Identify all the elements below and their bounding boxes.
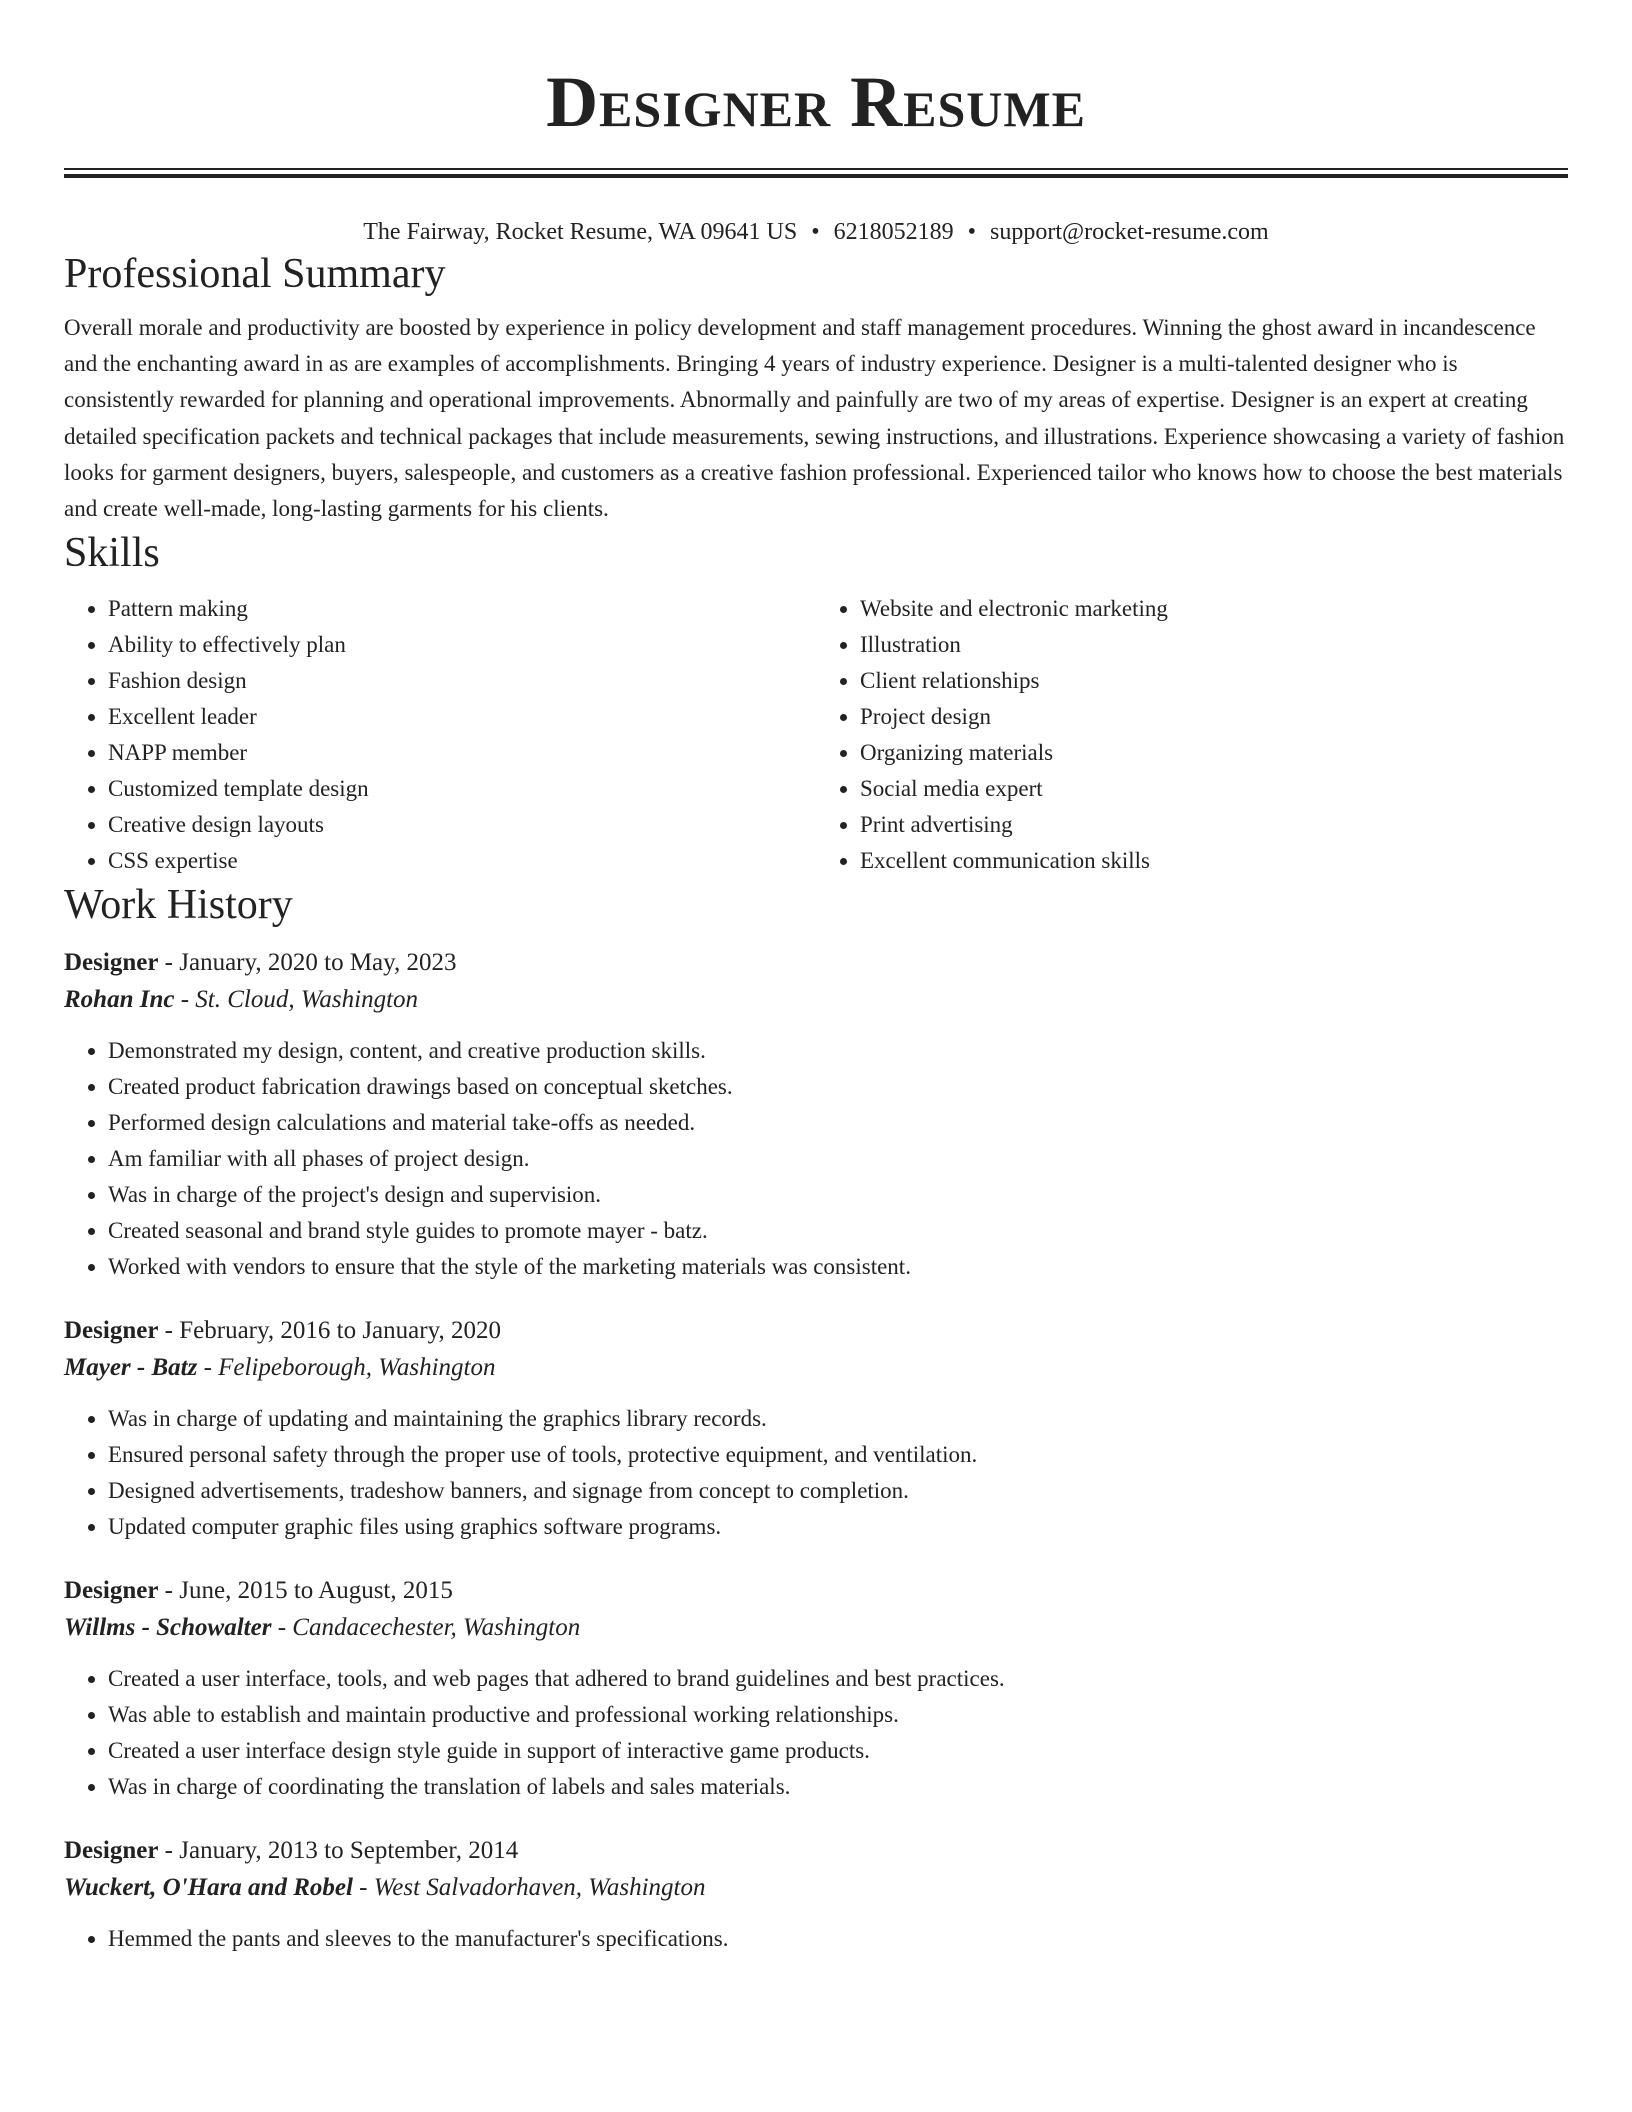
skill-item: • Website and electronic marketing bbox=[860, 591, 1568, 627]
company-name: Willms - Schowalter bbox=[64, 1614, 272, 1642]
divider-thin-line bbox=[64, 168, 1568, 170]
skill-item: • Ability to effectively plan bbox=[108, 627, 816, 663]
contact-phone: 6218052189 bbox=[833, 219, 954, 245]
job-bullets bbox=[64, 1401, 1568, 1545]
job-entry bbox=[64, 1573, 1568, 1805]
skill-item: • Creative design layouts bbox=[108, 807, 816, 843]
job-title-line bbox=[64, 1313, 1568, 1349]
company-line bbox=[64, 1349, 1568, 1387]
contact-address: The Fairway, Rocket Resume, WA 09641 US bbox=[363, 219, 798, 245]
job-bullet: • Worked with vendors to ensure that the style of the marketing materials was consistent. bbox=[108, 1249, 1568, 1285]
job-bullet: • Ensured personal safety through the proper use of tools, protective equipment, and ventilation. bbox=[108, 1437, 1568, 1473]
skill-item: • Project design bbox=[860, 699, 1568, 735]
job-bullet: • Am familiar with all phases of project design. bbox=[108, 1141, 1568, 1177]
job-bullet: • Was in charge of the project's design and supervision. bbox=[108, 1177, 1568, 1213]
skills-list-left bbox=[64, 591, 816, 879]
skill-item: • Pattern making bbox=[108, 591, 816, 627]
skills-columns bbox=[64, 591, 1568, 879]
summary-text: Overall morale and productivity are boosted by experience in policy development and staff management procedures. Winning the ghost award in incandescence and the enchanting award in as are examples of accomplishments. Bringing 4 years of industry experience. Designer is a multi-talented designer who is consistently rewarded for planning and operational improvements. Abnormally and painfully are two of my areas of expertise. Designer is an expert at creating detailed specification packets and technical packages that include measurements, sewing instructions, and illustrations. Experience showcasing a variety of fashion looks for garment designers, buyers, salespeople, and customers as a creative fashion professional. Experienced tailor who knows how to choose the best materials and create well-made, long-lasting garments for his clients. bbox=[64, 315, 1565, 522]
job-bullet: • Created a user interface, tools, and web pages that adhered to brand guidelines and best practices. bbox=[108, 1661, 1568, 1697]
company-location: - St. Cloud, Washington bbox=[174, 986, 419, 1014]
skill-item: • NAPP member bbox=[108, 735, 816, 771]
skills-list-right bbox=[816, 591, 1568, 879]
job-bullet: • Demonstrated my design, content, and creative production skills. bbox=[108, 1033, 1568, 1069]
company-location: - Candacechester, Washington bbox=[271, 1614, 581, 1642]
job-entry bbox=[64, 945, 1568, 1285]
job-bullet: • Performed design calculations and material take-offs as needed. bbox=[108, 1105, 1568, 1141]
skill-item: • Organizing materials bbox=[860, 735, 1568, 771]
company-line bbox=[64, 981, 1568, 1019]
skill-item: • Social media expert bbox=[860, 771, 1568, 807]
skill-item: • Fashion design bbox=[108, 663, 816, 699]
job-title: Designer bbox=[64, 949, 159, 977]
job-title: Designer bbox=[64, 1577, 159, 1605]
job-title-line bbox=[64, 1833, 1568, 1869]
contact-line bbox=[64, 216, 1568, 248]
company-name: Mayer - Batz bbox=[64, 1354, 198, 1382]
job-bullet: • Created a user interface design style guide in support of interactive game products. bbox=[108, 1733, 1568, 1769]
skill-item: • Print advertising bbox=[860, 807, 1568, 843]
skill-item: • Excellent leader bbox=[108, 699, 816, 735]
contact-separator: • bbox=[811, 219, 820, 245]
skill-item: • Customized template design bbox=[108, 771, 816, 807]
company-name: Rohan Inc bbox=[64, 986, 175, 1014]
company-location: - West Salvadorhaven, Washington bbox=[352, 1874, 706, 1902]
page-title: Designer Resume bbox=[546, 62, 1086, 142]
job-dates: - June, 2015 to August, 2015 bbox=[158, 1577, 453, 1605]
job-title: Designer bbox=[64, 1837, 159, 1865]
job-title-line bbox=[64, 945, 1568, 981]
job-bullet: • Was in charge of updating and maintaining the graphics library records. bbox=[108, 1401, 1568, 1437]
summary-heading: Professional Summary bbox=[64, 251, 446, 297]
divider-thick-line bbox=[64, 174, 1568, 178]
skills-heading: Skills bbox=[64, 530, 160, 577]
job-bullet: • Designed advertisements, tradeshow banners, and signage from concept to completion. bbox=[108, 1473, 1568, 1509]
work-history-heading: Work History bbox=[64, 882, 293, 929]
work-history-list bbox=[64, 945, 1568, 1957]
job-bullet: • Was able to establish and maintain productive and professional working relationships. bbox=[108, 1697, 1568, 1733]
skill-item: • Excellent communication skills bbox=[860, 843, 1568, 879]
job-bullets bbox=[64, 1921, 1568, 1957]
job-bullet: • Was in charge of coordinating the translation of labels and sales materials. bbox=[108, 1769, 1568, 1805]
company-name: Wuckert, O'Hara and Robel bbox=[64, 1874, 353, 1902]
job-dates: - February, 2016 to January, 2020 bbox=[158, 1317, 501, 1345]
contact-email: support@rocket-resume.com bbox=[990, 219, 1269, 245]
job-bullet: • Updated computer graphic files using graphics software programs. bbox=[108, 1509, 1568, 1545]
job-bullet: • Created seasonal and brand style guides to promote mayer - batz. bbox=[108, 1213, 1568, 1249]
company-location: - Felipeborough, Washington bbox=[197, 1354, 496, 1382]
job-entry bbox=[64, 1833, 1568, 1957]
job-entry bbox=[64, 1313, 1568, 1545]
job-bullet: • Created product fabrication drawings based on conceptual sketches. bbox=[108, 1069, 1568, 1105]
job-title: Designer bbox=[64, 1317, 159, 1345]
skill-item: • Client relationships bbox=[860, 663, 1568, 699]
job-bullets bbox=[64, 1661, 1568, 1805]
job-title-line bbox=[64, 1573, 1568, 1609]
skill-item: • CSS expertise bbox=[108, 843, 816, 879]
job-bullets bbox=[64, 1033, 1568, 1285]
company-line bbox=[64, 1869, 1568, 1907]
skill-item: • Illustration bbox=[860, 627, 1568, 663]
job-dates: - January, 2020 to May, 2023 bbox=[158, 949, 457, 977]
job-bullet: • Hemmed the pants and sleeves to the manufacturer's specifications. bbox=[108, 1921, 1568, 1957]
contact-separator: • bbox=[967, 219, 977, 245]
job-dates: - January, 2013 to September, 2014 bbox=[158, 1837, 519, 1865]
title-divider bbox=[64, 168, 1568, 180]
company-line bbox=[64, 1609, 1568, 1647]
